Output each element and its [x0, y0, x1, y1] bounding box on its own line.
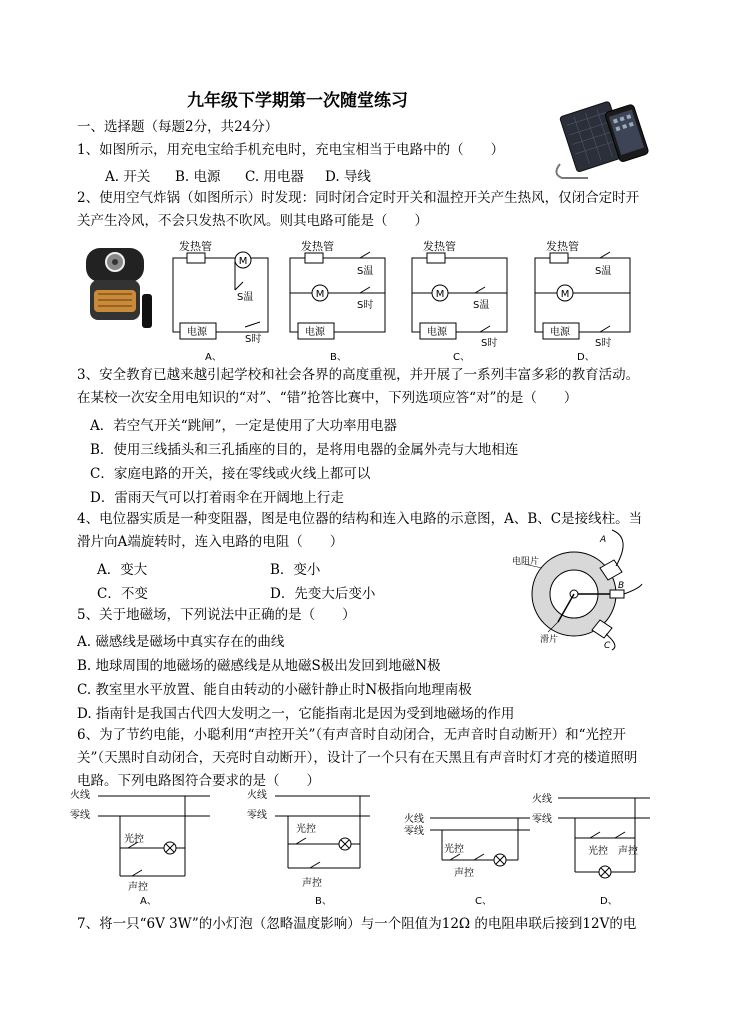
diagram-label: C、 — [475, 896, 492, 907]
diagram-label: B、 — [330, 352, 347, 363]
motor-icon — [432, 285, 448, 301]
page-title: 九年级下学期第一次随堂练习 — [187, 91, 408, 111]
q1-stem: 1、如图所示，用充电宝给手机充电时，充电宝相当于电路中的（ ） — [77, 142, 505, 158]
air-fryer-image — [76, 240, 164, 330]
q5-option-d[interactable]: D. 指南针是我国古代四大发明之一，它能指南北是因为受到地磁场的作用 — [77, 706, 515, 722]
heater-label: 发热管 — [546, 240, 579, 253]
terminal-a-label: A — [600, 535, 607, 545]
heater-label: 发热管 — [301, 240, 334, 253]
switch-label: S时 — [245, 334, 262, 345]
neutral-wire-label: 零线 — [404, 826, 424, 837]
q4-stem-line2: 滑片向A端旋转时，连入电路的电阻（ ） — [77, 534, 344, 550]
q2-circuit-diagrams: M 发热管 发热管 发热管 发热管 电源 电源 电源 电源 S温 S时 S温 S时 S温 S时 S温 S时 A、 B、 C、 D、 — [165, 238, 665, 363]
neutral-wire-label: 零线 — [532, 814, 552, 825]
lamp-icon — [599, 866, 611, 878]
live-wire-label: 火线 — [404, 814, 424, 825]
q4-option-d[interactable]: D．先变大后变小 — [270, 586, 376, 602]
power-label: 电源 — [187, 327, 207, 338]
diagram-label: B、 — [315, 896, 332, 907]
power-label: 电源 — [550, 327, 570, 338]
neutral-wire-label: 零线 — [247, 810, 267, 821]
resistor-label: 电阻片 — [512, 557, 540, 567]
switch-label: S温 — [473, 300, 490, 311]
live-wire-label: 火线 — [532, 794, 552, 805]
section-heading: 一、选择题（每题2分，共24分） — [77, 119, 279, 135]
q4-option-b[interactable]: B．变小 — [270, 562, 321, 578]
light-switch-label: 光控 — [444, 844, 464, 855]
q1-option-b[interactable]: B. 电源 — [175, 169, 221, 185]
q3-stem-line2: 在某校一次安全用电知识的“对”、“错”抢答比赛中，下列选项应答“对”的是（ ） — [77, 390, 578, 406]
q6-stem-line2: 关”（天黑时自动闭合，天亮时自动断开），设计了一个只有在天黑且有声音时灯才亮的楼道照明 — [77, 750, 638, 766]
motor-icon — [557, 285, 573, 301]
q3-option-a[interactable]: A．若空气开关“跳闸”，一定是使用了大功率用电器 — [90, 418, 398, 434]
lamp-icon — [339, 838, 351, 850]
switch-label: S时 — [481, 338, 498, 349]
diagram-label: C、 — [453, 352, 470, 363]
q3-option-b[interactable]: B．使用三线插头和三孔插座的目的，是将用电器的金属外壳与大地相连 — [90, 442, 519, 458]
switch-label: S时 — [357, 300, 374, 311]
neutral-wire-label: 零线 — [70, 810, 90, 821]
q5-stem: 5、关于地磁场，下列说法中正确的是（ ） — [77, 607, 356, 623]
q6-circuit-diagrams — [70, 786, 670, 911]
lamp-icon — [494, 854, 506, 866]
terminal-c-label: C — [604, 641, 611, 651]
q2-stem-line2: 关产生冷风，不会只发热不吹风。则其电路可能是（ ） — [77, 213, 428, 229]
diagram-label: A、 — [140, 896, 157, 907]
terminal-b-label: B — [618, 581, 625, 591]
q3-stem-line1: 3、安全教育已越来越引起学校和社会各界的高度重视，并开展了一系列丰富多彩的教育活动。 — [77, 367, 640, 383]
q6-stem-line1: 6、为了节约电能，小聪利用“声控开关”（有声音时自动闭合，无声音时自动断开）和“光控开 — [77, 727, 627, 743]
diagram-label: A、 — [205, 352, 222, 363]
heater-label: 发热管 — [423, 240, 456, 253]
switch-label: S温 — [237, 292, 254, 303]
light-switch-label: 光控 — [296, 824, 316, 835]
light-switch-label: 光控 — [588, 846, 608, 857]
q4-option-a[interactable]: A．变大 — [97, 562, 148, 578]
power-label: 电源 — [427, 327, 447, 338]
sound-switch-label: 声控 — [618, 846, 638, 857]
q7-stem: 7、将一只“6V 3W”的小灯泡（忽略温度影响）与一个阻值为12Ω 的电阻串联后接到12V的电 — [77, 916, 637, 932]
q4-stem-line1: 4、电位器实质是一种变阻器，图是电位器的结构和连入电路的示意图，A、B、C是接线柱。当 — [77, 511, 643, 527]
switch-label: S时 — [595, 338, 612, 349]
heater-label: 发热管 — [179, 240, 212, 253]
q3-option-c[interactable]: C．家庭电路的开关，接在零线或火线上都可以 — [90, 466, 371, 482]
q1-option-a[interactable]: A. 开关 — [105, 169, 151, 185]
sound-switch-label: 声控 — [454, 868, 474, 879]
motor-icon — [312, 285, 328, 301]
q1-option-c[interactable]: C. 用电器 — [245, 169, 304, 185]
q4-option-c[interactable]: C．不变 — [97, 586, 148, 602]
q6-stem-line3: 电路。下列电路图符合要求的是（ ） — [77, 773, 320, 789]
q5-option-b[interactable]: B. 地球周围的地磁场的磁感线是从地磁S极出发回到地磁N极 — [77, 658, 441, 674]
power-label: 电源 — [305, 327, 325, 338]
diagram-label: D、 — [577, 352, 595, 363]
motor-icon — [235, 252, 251, 268]
q1-option-d[interactable]: D. 导线 — [325, 169, 371, 185]
light-switch-label: 光控 — [124, 834, 144, 845]
live-wire-label: 火线 — [70, 790, 90, 801]
switch-label: S温 — [357, 266, 374, 277]
potentiometer-diagram — [512, 528, 662, 650]
power-bank-phone-image — [548, 92, 653, 182]
q5-option-a[interactable]: A. 磁感线是磁场中真实存在的曲线 — [77, 634, 285, 650]
diagram-label: D、 — [600, 896, 618, 907]
q5-option-c[interactable]: C. 教室里水平放置、能自由转动的小磁针静止时N极指向地理南极 — [77, 682, 472, 698]
q3-option-d[interactable]: D．雷雨天气可以打着雨伞在开阔地上行走 — [90, 490, 344, 506]
sound-switch-label: 声控 — [302, 878, 322, 889]
live-wire-label: 火线 — [247, 790, 267, 801]
sound-switch-label: 声控 — [128, 882, 148, 893]
slider-label: 滑片 — [540, 635, 559, 645]
lamp-icon — [164, 842, 176, 854]
switch-label: S温 — [595, 266, 612, 277]
q2-stem-line1: 2、使用空气炸锅（如图所示）时发现：同时闭合定时开关和温控开关产生热风，仅闭合定时开 — [77, 190, 640, 206]
